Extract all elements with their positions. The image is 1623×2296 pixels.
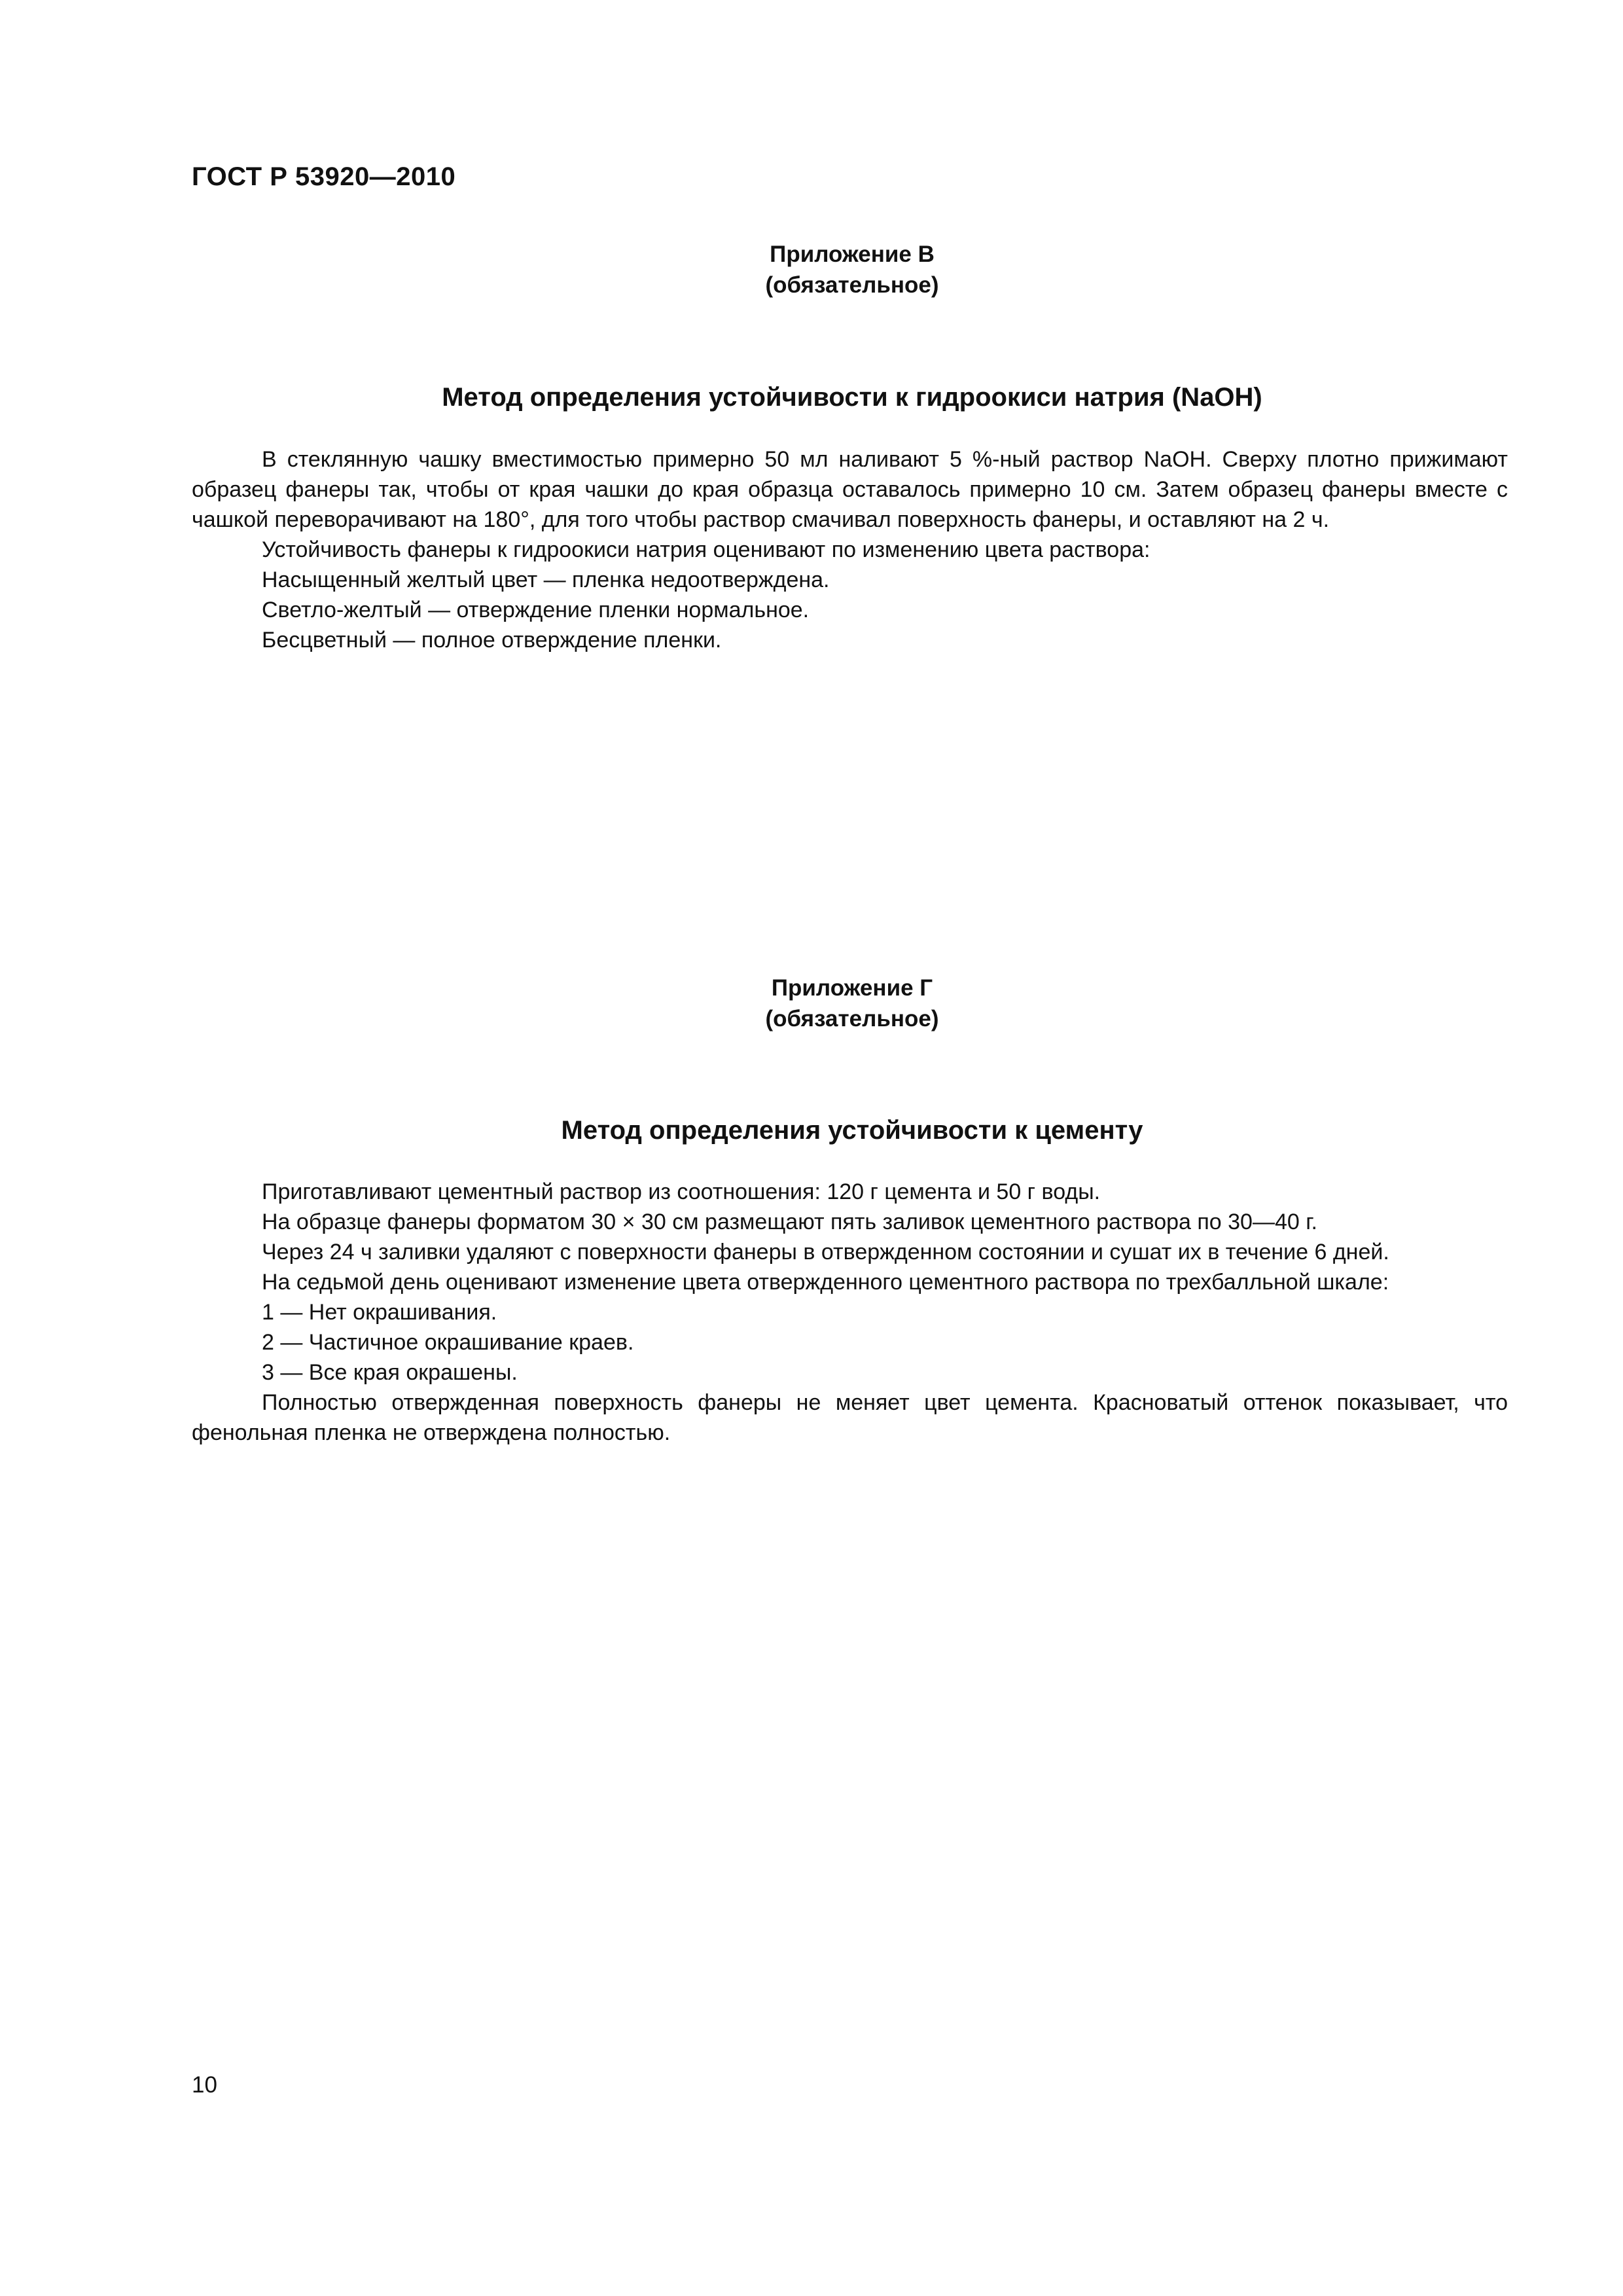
annex-v-title: Приложение В — [770, 242, 935, 267]
page-number: 10 — [192, 2072, 217, 2098]
list-item: 3 — Все края окрашены. — [262, 1360, 518, 1385]
list-item: Насыщенный желтый цвет — пленка недоотверждена. — [262, 567, 830, 592]
annex-g-heading: Метод определения устойчивости к цементу — [561, 1116, 1143, 1145]
annex-g-body — [192, 1177, 1508, 1448]
paragraph: Устойчивость фанеры к гидроокиси натрия оценивают по изменению цвета раствора: — [262, 537, 1150, 562]
annex-g-status: (обязательное) — [765, 1006, 939, 1031]
annex-v-status: (обязательное) — [765, 272, 939, 298]
document-header: ГОСТ Р 53920—2010 — [192, 162, 456, 191]
annex-v-body — [192, 444, 1508, 655]
paragraph: В стеклянную чашку вместимостью примерно 50 мл наливают 5 %-ный раствор NaOH. Сверху плотно прижимают образец фанеры так, чтобы от края чашки до края образца оставалось примерно 10 см. Затем образец фанеры вместе с чашкой переворачивают на 180°, для того чтобы раствор смачивал поверхность фанеры, и оставляют на 2 ч. — [192, 447, 1508, 532]
paragraph: Через 24 ч заливки удаляют с поверхности фанеры в отвержденном состоянии и сушат их в течение 6 дней. — [262, 1240, 1389, 1265]
paragraph: На образце фанеры форматом 30 × 30 см размещают пять заливок цементного раствора по 30—40 г. — [262, 1210, 1317, 1234]
list-item: Светло-желтый — отверждение пленки нормальное. — [262, 598, 810, 622]
list-item: 2 — Частичное окрашивание краев. — [262, 1330, 634, 1355]
paragraph: Полностью отвержденная поверхность фанеры не меняет цвет цемента. Красноватый оттенок показывает, что фенольная пленка не отверждена полностью. — [192, 1390, 1508, 1445]
annex-g-label — [0, 973, 1623, 1034]
annex-v-label — [0, 239, 1623, 300]
paragraph: На седьмой день оценивают изменение цвета отвержденного цементного раствора по трехбалльной шкале: — [262, 1270, 1389, 1295]
annex-v-heading: Метод определения устойчивости к гидроокиси натрия (NaOH) — [442, 383, 1262, 412]
list-item: Бесцветный — полное отверждение пленки. — [262, 628, 722, 653]
list-item: 1 — Нет окрашивания. — [262, 1300, 497, 1325]
paragraph: Приготавливают цементный раствор из соотношения: 120 г цемента и 50 г воды. — [262, 1179, 1101, 1204]
annex-g-title: Приложение Г — [771, 975, 933, 1001]
